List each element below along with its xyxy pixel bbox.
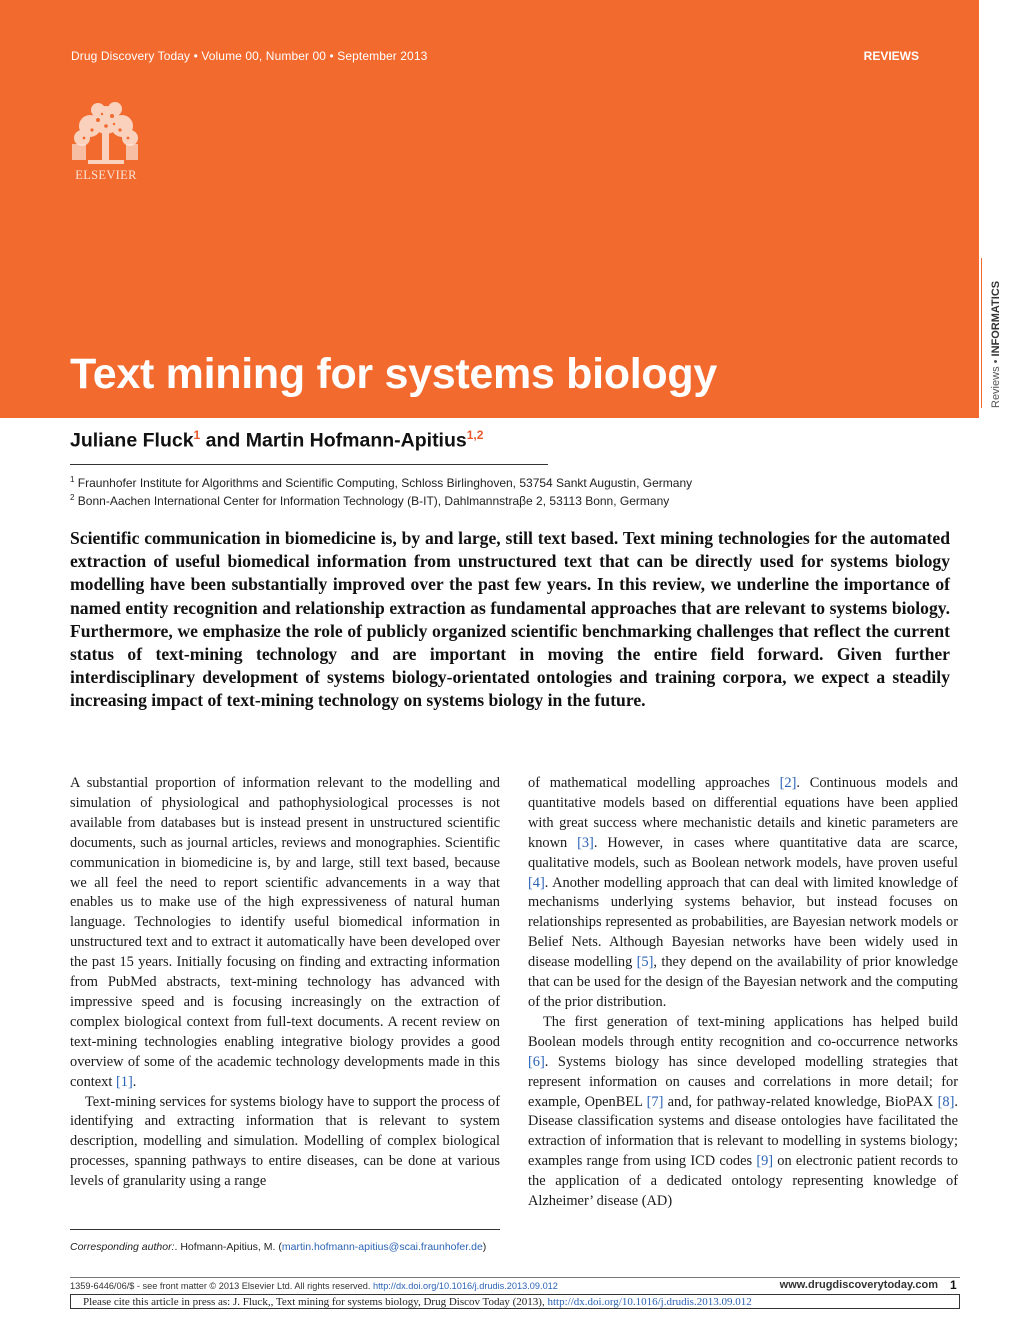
citation-link[interactable]: [6] xyxy=(528,1053,545,1070)
paragraph xyxy=(528,774,958,1013)
paragraph-text: on electronic patient records to the application of a dedicated ontology representing knowledge of Alzheimer’ disease (AD) xyxy=(528,1153,958,1210)
paragraph-text: . Continuous models and quantitative models based on differential equations have been applied with great success where mechanistic details and kinetic parameters are known xyxy=(528,775,959,851)
affiliation-text: Fraunhofer Institute for Algorithms and Scientific Computing, Schloss Birlinghoven, 53754 Sankt Augustin, Germany xyxy=(77,476,693,490)
citation-link[interactable]: [2] xyxy=(779,775,797,791)
author-list xyxy=(70,428,483,453)
side-tab-text xyxy=(990,258,1002,408)
affiliation-number: 1 xyxy=(70,475,75,484)
paragraph-text: . However, in cases where quantitative data are scarce, qualitative models, such as Boolean network models, have proven useful xyxy=(528,834,958,871)
email-link[interactable]: martin.hofmann-apitius@scai.fraunhofer.de xyxy=(281,1241,483,1253)
doi-link[interactable]: http://dx.doi.org/10.1016/j.drudis.2013.09.012 xyxy=(372,1281,558,1291)
paragraph-text: . xyxy=(132,1073,137,1090)
paragraph-text: , they depend on the availability of prior knowledge that can be used for the design of the Bayesian network and the computing of the prior distribution. xyxy=(528,954,958,1010)
paragraph-text: A substantial proportion of information relevant to the modelling and simulation of physiological and pathophysiological processes is not available from databases but is instead present in unstructured scientific documents, such as journal articles, reviews and monographies. Scientific communication in biomedicine is, by and large, still text based, because we all feel the need to report scientific advancements in a way that enables us to make use of the high expressiveness of natural human language. Technologies to identify useful biomedical information in unstructured text and to extract it automatically have been developed over the past 15 years. Initially focusing on finding and extracting information from PubMed abstracts, text-mining technology has advanced with impressive speed and is focusing increasingly on the extraction of complex biological context from full-text documents. A recent review on text-mining technologies enabling integrative biology provides a good overview of some of the academic technology developments made in this context xyxy=(70,775,500,1090)
paragraph-text: and, for pathway-related knowledge, BioPAX xyxy=(663,1093,938,1110)
footer-divider xyxy=(70,1277,960,1278)
affiliation-text: Bonn-Aachen International Center for Information Technology (B-IT), Dahlmannstraβe 2, 53113 Bonn, Germany xyxy=(77,494,670,508)
paragraph-text: The first generation of text-mining applications has helped build Boolean models through entity recognition and co-occurrence networks xyxy=(528,1013,958,1050)
body-column-left xyxy=(70,774,500,1192)
citation-link[interactable]: [1] xyxy=(115,1073,133,1090)
tree-icon xyxy=(68,100,144,170)
header-banner xyxy=(0,0,979,418)
paragraph-text: . Systems biology has since developed modelling strategies that represent information on causes and correlations in more detail; for example, OpenBEL xyxy=(528,1053,958,1110)
affiliation xyxy=(70,493,669,508)
citation-link[interactable]: [7] xyxy=(646,1093,664,1110)
citation-link[interactable]: [4] xyxy=(528,874,545,891)
footnote-name: . Hofmann-Apitius, M. ( xyxy=(174,1241,282,1253)
citation-link[interactable]: [8] xyxy=(937,1093,955,1110)
paragraph: Text-mining services for systems biology have to support the process of identifying and extracting information that is relevant to system description, modelling and simulation. Modelling of complex biological processes, spanning pathways to entire diseases, can be done at various levels of granularity using a range xyxy=(70,1093,500,1190)
section-side-tab xyxy=(981,258,1012,408)
publisher-name: ELSEVIER xyxy=(75,168,137,182)
author-conjunction: and xyxy=(200,429,246,452)
paragraph-text: . Another modelling approach that can deal with limited knowledge of mechanisms underlying systems behavior, but instead focuses on relationships represented as probabilities, are Bayesian network models or Belief Nets. Although Bayesian networks have been widely used in disease modelling xyxy=(528,874,958,971)
page-number: 1 xyxy=(950,1278,957,1292)
paragraph-text: of mathematical modelling approaches xyxy=(528,775,780,791)
author-divider xyxy=(70,464,548,465)
affiliation xyxy=(70,475,692,490)
author-name: Juliane Fluck xyxy=(70,429,194,452)
footnote-divider xyxy=(70,1229,500,1230)
side-tab-prefix: Reviews • xyxy=(990,356,1002,408)
citation-link[interactable]: [9] xyxy=(756,1153,774,1170)
copyright-text: 1359-6446/06/$ - see front matter © 2013 Elsevier Ltd. All rights reserved. xyxy=(70,1281,373,1291)
footnote-close: ) xyxy=(482,1241,487,1253)
citation-link[interactable]: [5] xyxy=(636,954,654,971)
citation-doi-link[interactable]: http://dx.doi.org/10.1016/j.drudis.2013.09.012 xyxy=(547,1296,752,1308)
article-title: Text mining for systems biology xyxy=(70,350,717,398)
side-tab-label: INFORMATICS xyxy=(990,280,1002,357)
body-column-right xyxy=(528,774,958,1212)
journal-line: Drug Discovery Today • Volume 00, Number 00 • September 2013 xyxy=(71,49,428,63)
citation-text: Please cite this article in press as: J. Fluck,, Text mining for systems biology, Drug Discov Today (2013), xyxy=(83,1296,548,1308)
citation-link[interactable]: [3] xyxy=(577,834,594,851)
journal-website[interactable]: www.drugdiscoverytoday.com xyxy=(779,1279,938,1291)
citation-box xyxy=(70,1294,960,1309)
paragraph xyxy=(528,1013,958,1212)
affiliation-number: 2 xyxy=(70,493,75,502)
paragraph-text: . Disease classification systems and disease ontologies have facilitated the extraction of information that is relevant to modelling in systems biology; examples range from using ICD codes xyxy=(528,1093,958,1170)
footnote-label: Corresponding author: xyxy=(70,1241,175,1253)
author-affiliation-mark: 1 xyxy=(193,428,201,442)
section-label: REVIEWS xyxy=(863,49,919,63)
elsevier-logo xyxy=(68,100,144,184)
corresponding-author xyxy=(70,1241,486,1253)
paragraph xyxy=(70,774,500,1093)
author-affiliation-mark: 1,2 xyxy=(466,428,484,442)
abstract: Scientific communication in biomedicine is, by and large, still text based. Text mining technologies for the automated extraction of useful biomedical information from unstructured text that can be directly used for systems biology modelling have been substantially improved over the past few years. In this review, we underline the importance of named entity recognition and relationship extraction as fundamental approaches that are relevant to systems biology. Furthermore, we emphasize the role of publicly organized scientific benchmarking challenges that reflect the current status of text-mining technology and are important in moving the entire field forward. Given further interdisciplinary development of systems biology-orientated ontologies and training corpora, we expect a steadily increasing impact of text-mining technology on systems biology in the future. xyxy=(70,528,950,711)
copyright-line xyxy=(70,1281,558,1291)
author-name: Martin Hofmann-Apitius xyxy=(245,429,467,452)
